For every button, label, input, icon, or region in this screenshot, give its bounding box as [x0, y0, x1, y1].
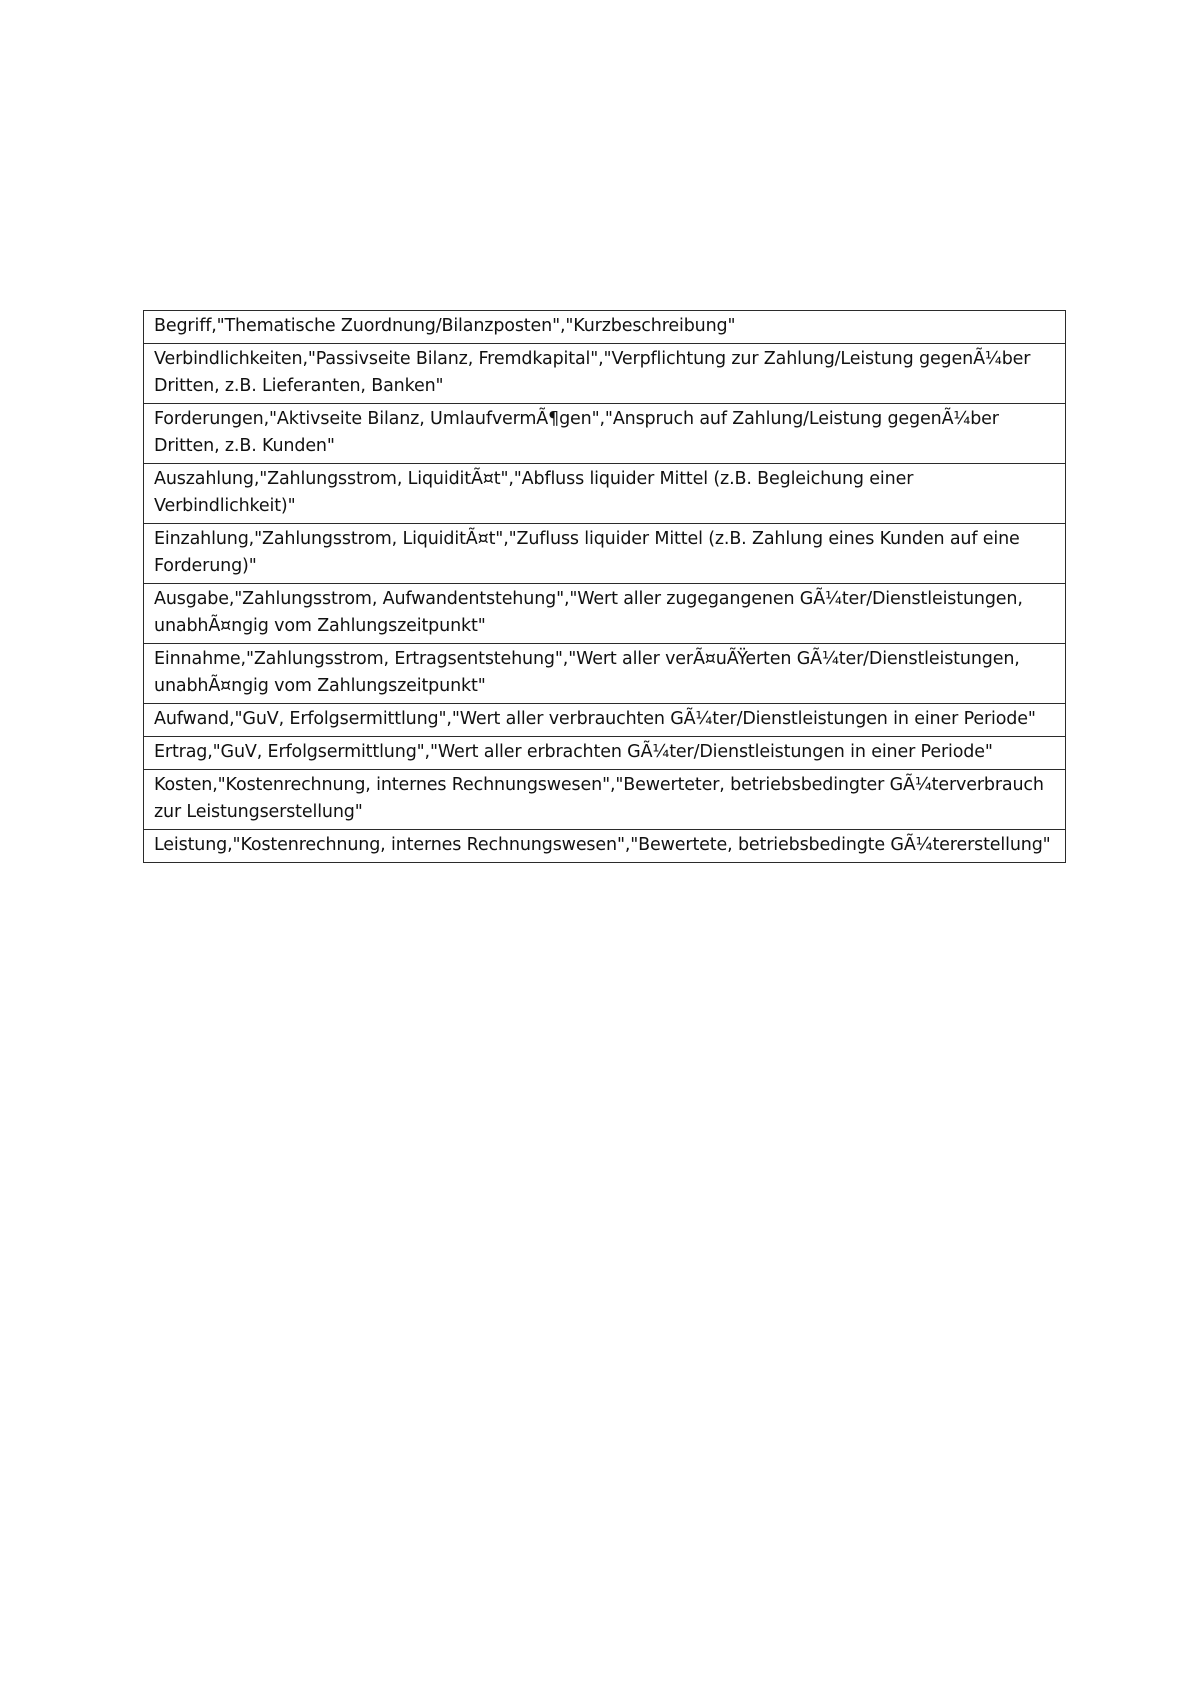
table-cell: Ausgabe,"Zahlungsstrom, Aufwandentstehung","Wert aller zugegangenen GÃ¼ter/Dienstleistungen, unabhÃ¤ngig vom Zahlungszeitpunkt" — [144, 584, 1066, 644]
table-cell: Ertrag,"GuV, Erfolgsermittlung","Wert aller erbrachten GÃ¼ter/Dienstleistungen in einer Periode" — [144, 737, 1066, 770]
table-row — [144, 830, 1066, 863]
table-row — [144, 344, 1066, 404]
table-row — [144, 311, 1066, 344]
table-row — [144, 737, 1066, 770]
table-row — [144, 584, 1066, 644]
table-row — [144, 464, 1066, 524]
table-cell: Verbindlichkeiten,"Passivseite Bilanz, Fremdkapital","Verpflichtung zur Zahlung/Leistung gegenÃ¼ber Dritten, z.B. Lieferanten, Banken" — [144, 344, 1066, 404]
table-cell: Forderungen,"Aktivseite Bilanz, UmlaufvermÃ¶gen","Anspruch auf Zahlung/Leistung gegenÃ¼ber Dritten, z.B. Kunden" — [144, 404, 1066, 464]
table-row — [144, 770, 1066, 830]
table-cell: Einzahlung,"Zahlungsstrom, LiquiditÃ¤t","Zufluss liquider Mittel (z.B. Zahlung eines Kunden auf eine Forderung)" — [144, 524, 1066, 584]
table-row — [144, 404, 1066, 464]
table-cell: Einnahme,"Zahlungsstrom, Ertragsentstehung","Wert aller verÃ¤uÃŸerten GÃ¼ter/Dienstleistungen, unabhÃ¤ngig vom Zahlungszeitpunkt" — [144, 644, 1066, 704]
table-cell: Leistung,"Kostenrechnung, internes Rechnungswesen","Bewertete, betriebsbedingte GÃ¼tererstellung" — [144, 830, 1066, 863]
table-cell: Begriff,"Thematische Zuordnung/Bilanzposten","Kurzbeschreibung" — [144, 311, 1066, 344]
table-row — [144, 524, 1066, 584]
table-cell: Aufwand,"GuV, Erfolgsermittlung","Wert aller verbrauchten GÃ¼ter/Dienstleistungen in einer Periode" — [144, 704, 1066, 737]
table-cell: Auszahlung,"Zahlungsstrom, LiquiditÃ¤t","Abfluss liquider Mittel (z.B. Begleichung einer Verbindlichkeit)" — [144, 464, 1066, 524]
table-row — [144, 704, 1066, 737]
csv-table — [143, 310, 1066, 863]
table-row — [144, 644, 1066, 704]
table-cell: Kosten,"Kostenrechnung, internes Rechnungswesen","Bewerteter, betriebsbedingter GÃ¼terverbrauch zur Leistungserstellung" — [144, 770, 1066, 830]
